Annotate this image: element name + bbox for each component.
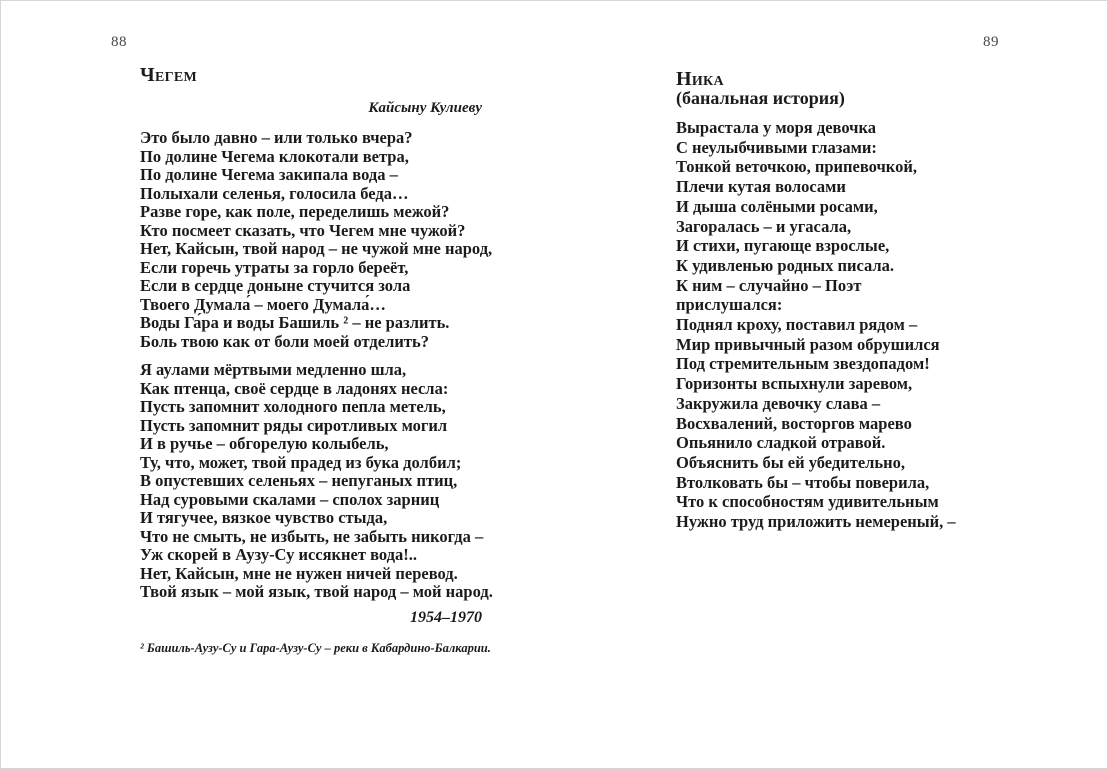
- poem-line: Разве горе, как поле, переделишь межой?: [140, 202, 450, 221]
- poem-line: В опустевших селеньях – непуганых птиц,: [140, 471, 458, 490]
- poem-line: Пусть запомнит холодного пепла метель,: [140, 397, 446, 416]
- page-number-right: 89: [983, 34, 999, 50]
- poem-line: Опьянило сладкой отравой.: [676, 433, 886, 453]
- page-number-left: 88: [111, 34, 127, 50]
- poem-line: Пусть запомнит ряды сиротливых могил: [140, 415, 448, 435]
- poem-line: Плечи кутая волосами: [676, 177, 846, 197]
- poem-title-chegem: Чегем: [140, 64, 197, 86]
- poem-line: Вырастала у моря девочка: [676, 118, 876, 137]
- poem-line: И стихи, пугающе взрослые,: [676, 236, 890, 256]
- poem-line: прислушался:: [676, 295, 783, 315]
- poem-line: Втолковать бы – чтобы поверила,: [676, 472, 930, 492]
- poem-line: Поднял кроху, поставил рядом –: [676, 315, 918, 335]
- poem-line: По долине Чегема закипала вода –: [140, 165, 398, 184]
- poem-dedication: Кайсыну Кулиеву: [368, 100, 482, 116]
- poem-footnote: ² Башиль-Аузу-Су и Гара-Аузу-Су – реки в Кабардино-Балкарии.: [140, 641, 491, 655]
- poem-title-nika: Ника: [676, 68, 724, 90]
- poem-subtitle-nika: (банальная история): [676, 88, 845, 108]
- poem-line: Тонкой веточкою, припевочкой,: [676, 157, 917, 177]
- poem-line: Нет, Кайсын, мне не нужен ничей перевод.: [140, 563, 458, 583]
- poem-line: Если горечь утраты за горло береёт,: [140, 257, 409, 277]
- poem-line: Объяснить бы ей убедительно,: [676, 452, 906, 472]
- poem-line: Уж скорей в Аузу-Су иссякнет вода!..: [140, 545, 418, 564]
- poem-line: Что не смыть, не избыть, не забыть никогда –: [140, 526, 484, 546]
- poem-line: К ним – случайно – Поэт: [676, 275, 862, 295]
- poem-line: Нет, Кайсын, твой народ – не чужой мне народ,: [140, 239, 493, 258]
- poem-line: Воды Га́ра и воды Башиль ² – не разлить.: [140, 313, 450, 332]
- poem-stanza-2: [140, 361, 493, 602]
- poem-nika: [676, 118, 956, 532]
- poem-line: Нужно труд приложить немереный, –: [676, 512, 956, 532]
- poem-line: Под стремительным звездопадом!: [676, 354, 930, 374]
- poem-line: И тягучее, вязкое чувство стыда,: [140, 508, 388, 527]
- poem-line: С неулыбчивыми глазами:: [676, 137, 877, 157]
- poem-line: Если в сердце доныне стучится зола: [140, 276, 411, 295]
- poem-line: Кто посмеет сказать, что Чегем мне чужой?: [140, 220, 466, 240]
- poem-line: Как птенца, своё сердце в ладонях несла:: [140, 378, 449, 398]
- poem-line: Полыхали селенья, голосила беда…: [140, 183, 409, 203]
- poem-line: И в ручье – обгорелую колыбель,: [140, 434, 389, 453]
- poem-line: Боль твою как от боли моей отделить?: [140, 331, 429, 351]
- poem-line: Я аулами мёртвыми медленно шла,: [140, 360, 407, 379]
- poem-line: Это было давно – или только вчера?: [140, 128, 413, 147]
- poem-line: Закружила девочку слава –: [676, 393, 881, 413]
- poem-line: Восхвалений, восторгов марево: [676, 413, 912, 433]
- poem-line: Ту, что, может, твой прадед из бука долбил;: [140, 452, 462, 472]
- poem-line: Твоего Думала́ – моего Думала́…: [140, 294, 386, 314]
- poem-line: К удивленью родных писала.: [676, 255, 895, 275]
- poem-line: Мир привычный разом обрушился: [676, 334, 940, 354]
- poem-line: Над суровыми скалами – сполох зарниц: [140, 489, 440, 509]
- poem-date: 1954–1970: [410, 609, 482, 626]
- poem-line: Твой язык – мой язык, твой народ – мой народ.: [140, 582, 493, 601]
- poem-line: По долине Чегема клокотали ветра,: [140, 146, 409, 166]
- poem-line: Что к способностям удивительным: [676, 492, 939, 512]
- poem-line: И дыша солёными росами,: [676, 196, 878, 216]
- poem-line: Горизонты вспыхнули заревом,: [676, 374, 913, 394]
- poem-stanza-1: [140, 129, 492, 351]
- poem-line: Загоралась – и угасала,: [676, 216, 852, 236]
